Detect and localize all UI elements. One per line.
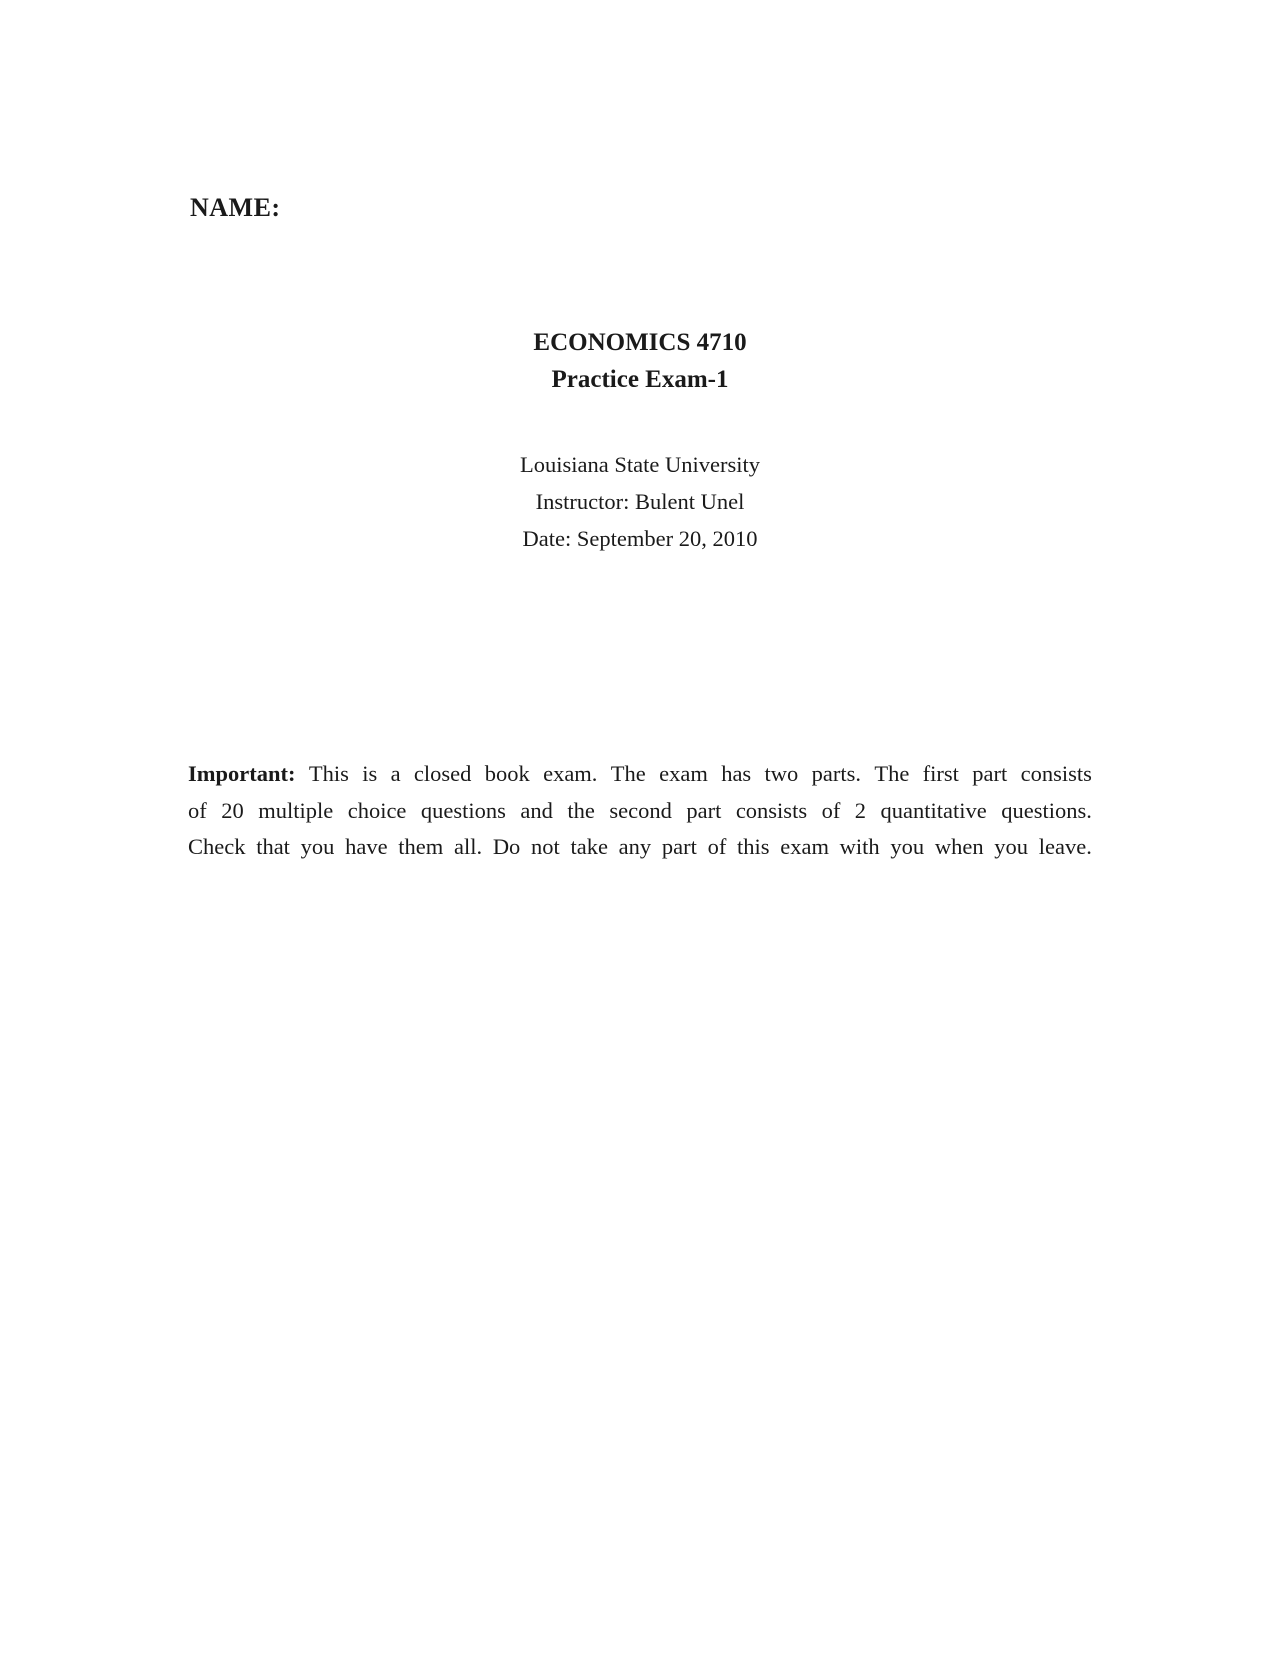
- notice-word: you: [890, 834, 925, 859]
- name-label: NAME:: [190, 193, 281, 222]
- notice-word: 20: [221, 797, 244, 823]
- notice-word: book: [484, 761, 530, 786]
- notice-word: this: [737, 834, 770, 859]
- notice-word: you: [994, 834, 1029, 859]
- course-title: ECONOMICS 4710: [533, 329, 747, 356]
- notice-line-3: [188, 829, 1092, 866]
- title-block: [0, 324, 1280, 398]
- notice-word: that: [256, 834, 290, 859]
- notice-word: consists: [735, 797, 808, 823]
- notice-word: second: [609, 797, 672, 823]
- notice-line-1: [188, 756, 1092, 793]
- notice-word: leave.: [1038, 834, 1092, 859]
- notice-word: This: [308, 761, 349, 786]
- notice-word: multiple: [258, 797, 334, 823]
- notice-word: is: [362, 761, 378, 786]
- notice-word: part: [686, 797, 722, 823]
- notice-word: any: [618, 834, 652, 859]
- notice-label: Important:: [188, 761, 296, 786]
- notice-word: first: [922, 761, 959, 786]
- notice-word: Do: [492, 834, 521, 859]
- notice-word: all.: [453, 834, 483, 859]
- exam-info: [0, 446, 1280, 557]
- notice-word: two: [764, 761, 799, 786]
- notice-word: part: [661, 834, 697, 859]
- notice-word: questions: [420, 797, 506, 823]
- exam-title: Practice Exam-1: [551, 366, 729, 393]
- notice-word: have: [345, 834, 388, 859]
- important-notice: [188, 756, 1092, 866]
- notice-word: parts.: [811, 761, 861, 786]
- notice-word: and: [520, 797, 553, 823]
- notice-line-2: [188, 793, 1092, 830]
- notice-word: the: [567, 797, 595, 823]
- notice-word: consists: [1020, 761, 1092, 786]
- instructor-name: Instructor: Bulent Unel: [535, 489, 745, 514]
- notice-word: when: [934, 834, 984, 859]
- notice-label-wrap: [188, 756, 296, 793]
- notice-word: closed: [413, 761, 472, 786]
- exam-date: Date: September 20, 2010: [522, 526, 758, 551]
- notice-word: exam.: [543, 761, 598, 786]
- notice-word: The: [610, 761, 646, 786]
- notice-word: take: [570, 834, 608, 859]
- notice-word: of: [188, 797, 207, 823]
- notice-word: part: [972, 761, 1008, 786]
- notice-word: quantitative: [880, 797, 987, 823]
- notice-word: exam: [780, 834, 829, 859]
- notice-word: choice: [347, 797, 407, 823]
- notice-word: you: [300, 834, 335, 859]
- notice-word: questions.: [1001, 797, 1092, 823]
- notice-word: Check: [188, 834, 246, 859]
- notice-word: a: [390, 761, 401, 786]
- notice-word: of: [821, 797, 841, 823]
- notice-word: The: [874, 761, 910, 786]
- notice-word: not: [531, 834, 560, 859]
- notice-word: them: [398, 834, 444, 859]
- university-name: Louisiana State University: [520, 452, 760, 477]
- notice-word: exam: [659, 761, 708, 786]
- notice-word: 2: [854, 797, 867, 823]
- notice-word: of: [707, 834, 727, 859]
- notice-word: has: [721, 761, 752, 786]
- notice-word: with: [839, 834, 880, 859]
